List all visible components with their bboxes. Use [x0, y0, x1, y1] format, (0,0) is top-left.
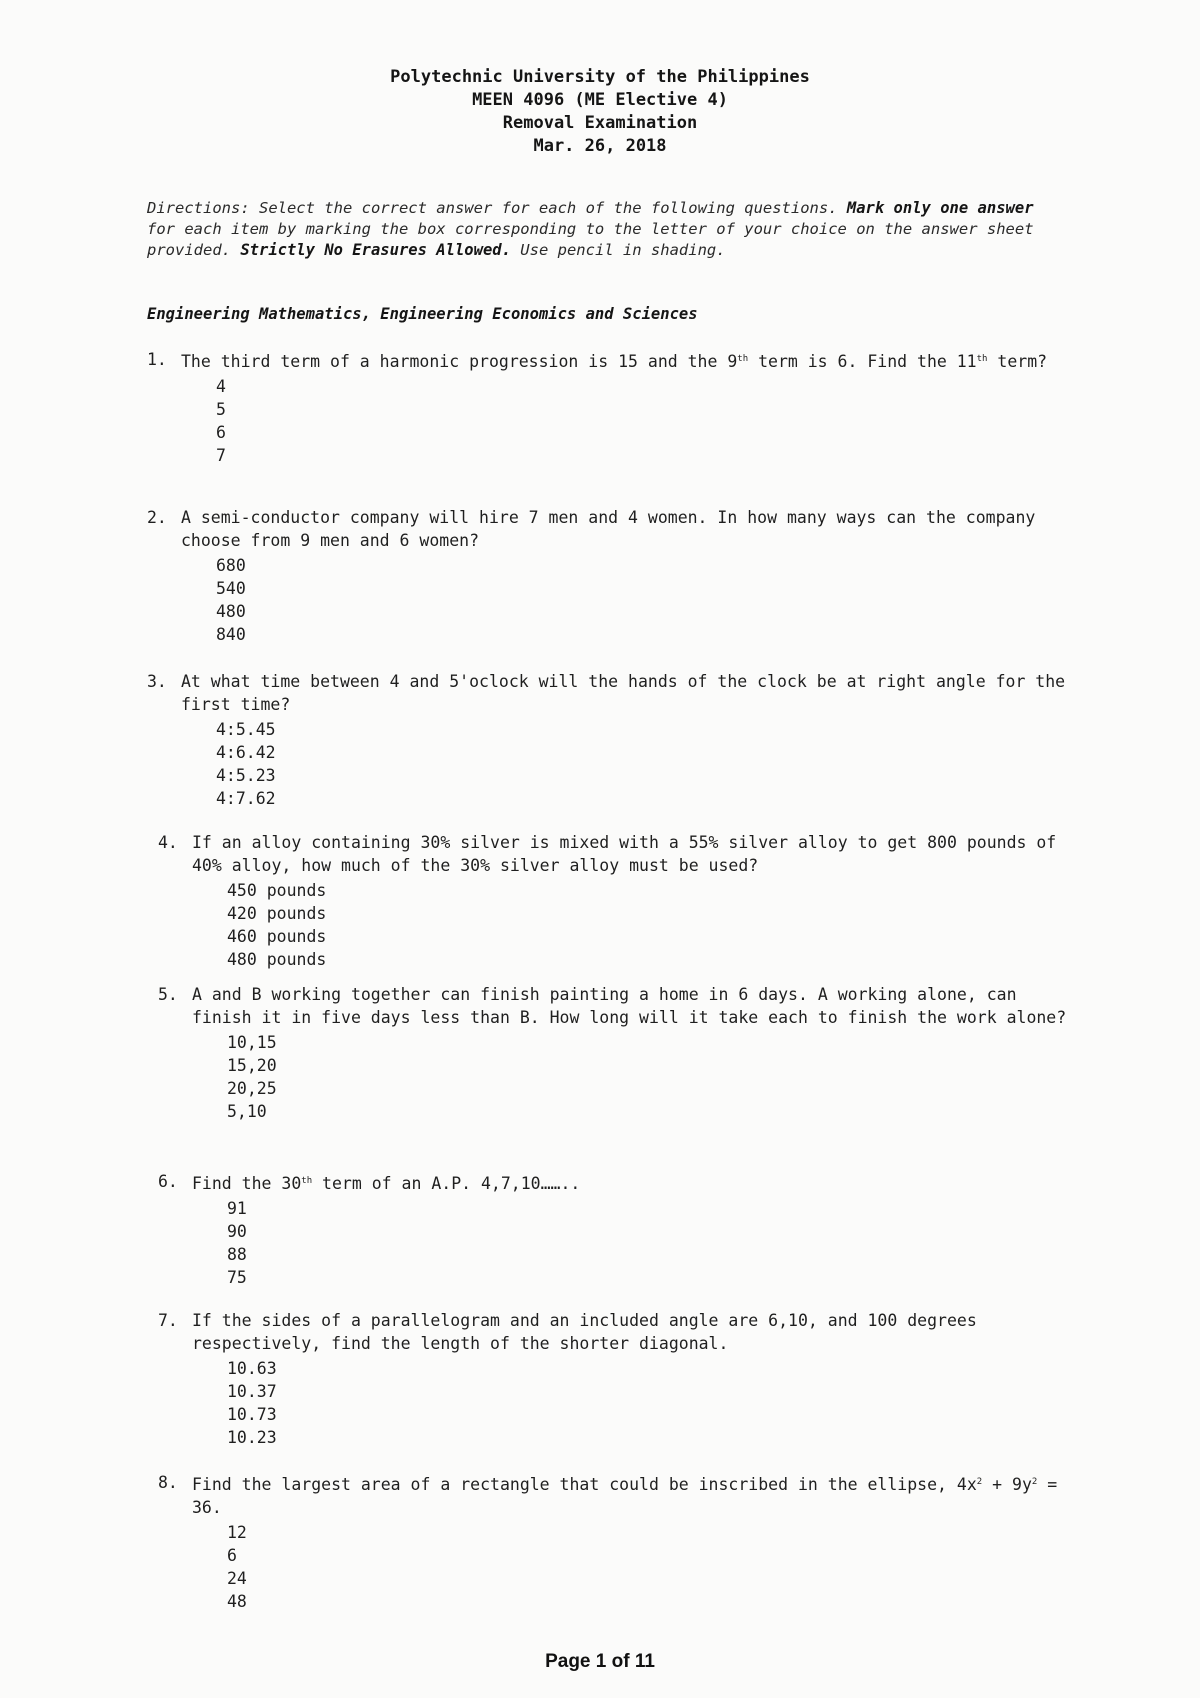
question-number: 4. [158, 833, 178, 852]
choice: 20,25 [227, 1079, 277, 1098]
question-text: If the sides of a parallelogram and an included angle are 6,10, and 100 degrees respectively, find the length of the shorter diagonal. [192, 1311, 977, 1353]
exam-header [0, 66, 1200, 158]
question-text: If an alloy containing 30% silver is mixed with a 55% silver alloy to get 800 pounds of 40% alloy, how much of the 30% silver alloy must be used? [192, 833, 1057, 875]
question-number: 7. [158, 1311, 178, 1330]
question-text: Find the 30th term of an A.P. 4,7,10…….. [192, 1174, 581, 1193]
course-code: MEEN 4096 (ME Elective 4) [472, 90, 728, 110]
choice: 4 [216, 377, 226, 396]
question-number: 1. [147, 350, 167, 369]
question-number: 2. [147, 508, 167, 527]
question-number: 8. [158, 1473, 178, 1492]
choice-list [227, 1031, 1073, 1123]
directions-emphasis-1: Mark only one answer [846, 199, 1034, 217]
choice: 10,15 [227, 1033, 277, 1052]
choice: 540 [216, 579, 246, 598]
question-text: The third term of a harmonic progression is 15 and the 9th term is 6. Find the 11th term? [181, 352, 1048, 371]
directions-text-2: for each item by marking the box corresponding to the letter of your choice on the answer sheet provided. [147, 220, 1034, 259]
section-title: Engineering Mathematics, Engineering Economics and Sciences [147, 305, 698, 323]
question-text: Find the largest area of a rectangle that could be inscribed in the ellipse, $4x^2 + 9y^2 = 36$. [192, 1475, 1058, 1517]
directions-emphasis-2: Strictly No Erasures Allowed. [240, 241, 511, 259]
question-number: 3. [147, 672, 167, 691]
choice: 6 [216, 423, 226, 442]
university-name: Polytechnic University of the Philippines [390, 67, 810, 87]
directions-text-1: Directions: Select the correct answer for each of the following questions. [147, 199, 847, 217]
choice-list [227, 1521, 1083, 1613]
choice: 480 pounds [227, 950, 327, 969]
choice: 4:7.62 [216, 789, 276, 808]
question-7 [158, 1309, 1083, 1449]
choice: 460 pounds [227, 927, 327, 946]
choice: 10.73 [227, 1405, 277, 1424]
choice-list [216, 554, 1082, 646]
question-5 [158, 983, 1073, 1123]
choice: 75 [227, 1268, 247, 1287]
directions [147, 198, 1052, 261]
question-text: A and B working together can finish painting a home in 6 days. A working alone, can finish it in five days less than B. How long will it take each to finish the work alone? [192, 985, 1067, 1027]
choice: 90 [227, 1222, 247, 1241]
choice: 450 pounds [227, 881, 327, 900]
choice: 10.63 [227, 1359, 277, 1378]
question-8 [158, 1471, 1083, 1613]
choice: 680 [216, 556, 246, 575]
choice: 5 [216, 400, 226, 419]
choice: 5,10 [227, 1102, 267, 1121]
question-text: A semi-conductor company will hire 7 men and 4 women. In how many ways can the company choose from 9 men and 6 women? [181, 508, 1036, 550]
choice: 48 [227, 1592, 247, 1611]
question-1 [147, 348, 1067, 467]
choice: 24 [227, 1569, 247, 1588]
choice-list [227, 1197, 1073, 1289]
choice-list [216, 718, 1082, 810]
directions-text-3: Use pencil in shading. [510, 241, 726, 259]
question-6 [158, 1170, 1073, 1289]
choice: 10.23 [227, 1428, 277, 1447]
choice: 480 [216, 602, 246, 621]
choice-list [227, 1357, 1083, 1449]
page-number: Page 1 of 11 [545, 1651, 655, 1672]
exam-date: Mar. 26, 2018 [533, 136, 667, 156]
choice: 420 pounds [227, 904, 327, 923]
question-2 [147, 506, 1082, 646]
choice: 15,20 [227, 1056, 277, 1075]
question-3 [147, 670, 1082, 810]
choice-list [227, 879, 1073, 971]
choice: 12 [227, 1523, 247, 1542]
question-text: At what time between 4 and 5'oclock will the hands of the clock be at right angle for the first time? [181, 672, 1066, 714]
question-4 [158, 831, 1073, 971]
choice-list [216, 375, 1067, 467]
choice: 840 [216, 625, 246, 644]
choice: 4:5.23 [216, 766, 276, 785]
choice: 88 [227, 1245, 247, 1264]
choice: 10.37 [227, 1382, 277, 1401]
exam-title: Removal Examination [502, 113, 698, 133]
choice: 4:5.45 [216, 720, 276, 739]
question-number: 5. [158, 985, 178, 1004]
question-number: 6. [158, 1172, 178, 1191]
choice: 4:6.42 [216, 743, 276, 762]
choice: 91 [227, 1199, 247, 1218]
choice: 7 [216, 446, 226, 465]
choice: 6 [227, 1546, 237, 1565]
